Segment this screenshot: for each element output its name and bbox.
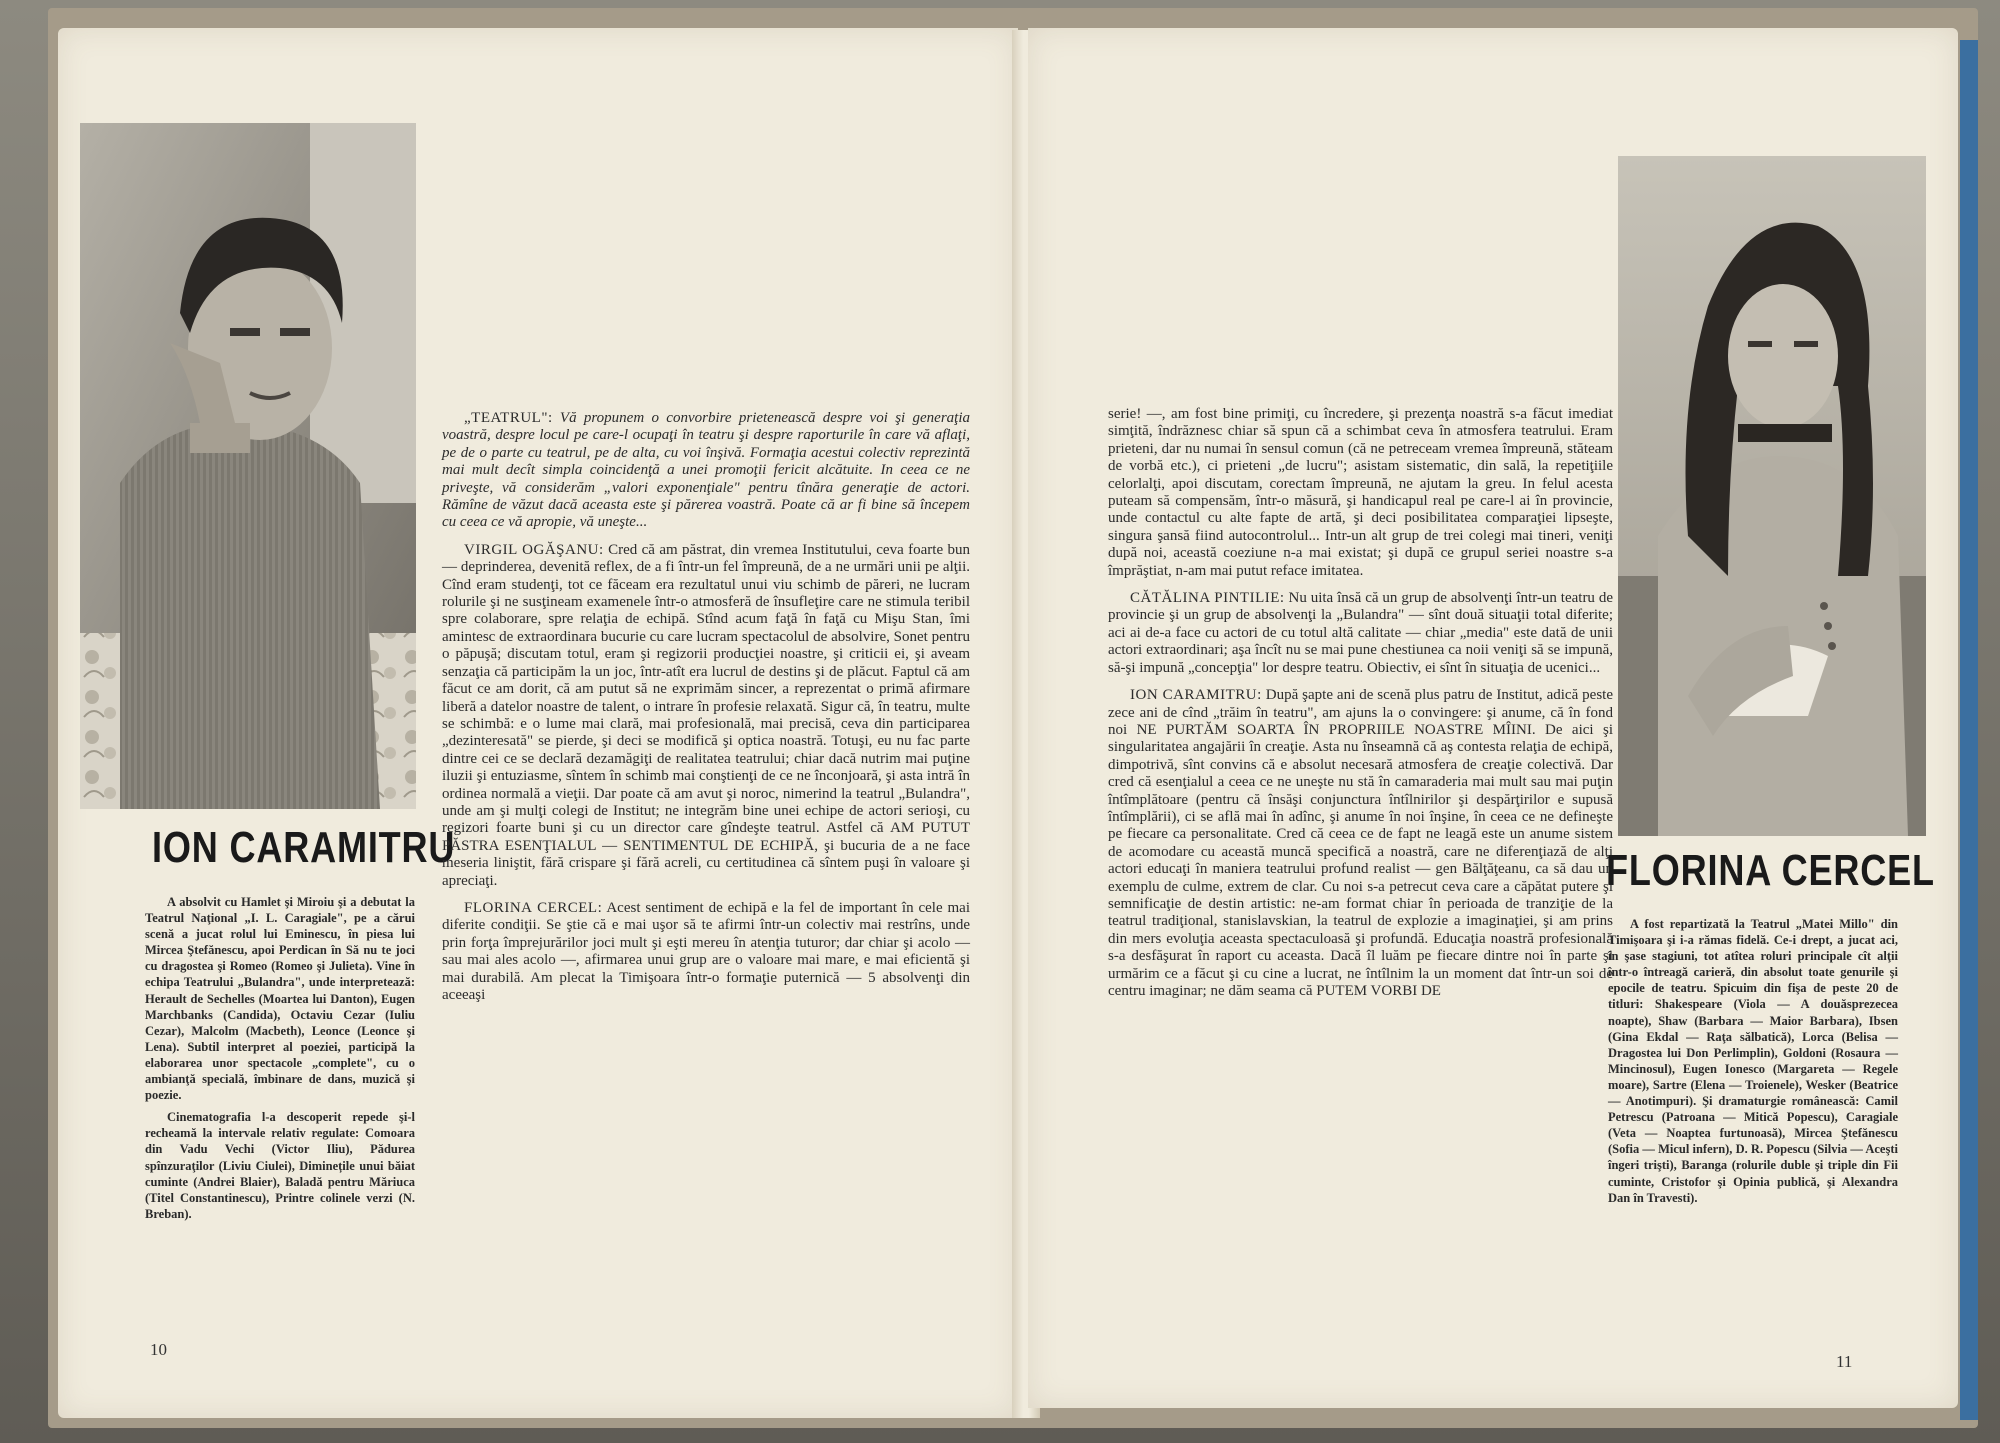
ion-caramitru-portrait bbox=[80, 123, 416, 809]
interview-paragraph bbox=[1108, 406, 1613, 580]
interview-column-right bbox=[1108, 406, 1613, 1010]
bio-paragraph: A fost repartizată la Teatrul „Matei Millo" din Timişoara şi i-a rămas fidelă. Ce-i drept, a jucat aci, în şase stagiuni, tot atîtea roluri principale cît alţii într-o întreagă carieră, din absolut toate genurile şi epocile de teatru. Spicuim din fişa de peste 20 de titluri: Shakespeare (Viola — A douăsprezecea noapte), Shaw (Barbara — Maior Barbara), Ibsen (Gina Ekdal — Raţa sălbatică), Lorca (Belisa — Dragostea lui Don Perlimplin), Goldoni (Rosaura — Mincinosul), Eugen Ionesco (Margareta — Regele moare), Sartre (Elena — Troienele), Wesker (Beatrice — Anotimpuri). Şi dramaturgie românească: Camil Petrescu (Patroana — Mitică Popescu), Caragiale (Veta — Noaptea furtunoasă), Mircea Ştefănescu (Sofia — Micul infern), D. R. Popescu (Silvia — Aceşti îngeri trişti), Baranga (rolurile duble şi triple din Fii cuminte, Cristofor şi Opinia publică, şi Alexandra Dan în Travesti). bbox=[1608, 917, 1898, 1205]
speaker-label: „TEATRUL": bbox=[464, 410, 553, 426]
portrait-name-cercel: FLORINA CERCEL bbox=[1606, 846, 1935, 895]
paragraph-text: Cred că am păstrat, din vremea Institutului, ceva foarte bun — deprinderea, devenită reflex, de a fi într-un fel împreună, de a ne urmări unii pe alţii. Cînd eram studenţi, tot ce făceam era rezultatul unui viu schimb de păreri, ne lucram rolurile şi ne susţineam examenele într-o atmosferă de însufleţire care ne stimula teribil spre colaborare, spre relaţia de echipă. Stînd acum faţă în faţă cu Mişu Stan, îmi amintesc de extraordinara bucurie cu care lucram spectacolul de absolvire, Sonet pentru o păpuşă; discutam totul, eram şi regizorii producţiei noastre, şi criticii ei, şi aveam senzaţia că participăm la un joc, într-atît era lucrul de destins şi de plăcut. Faptul că am făcut ce am dorit, că am putut să ne exprimăm sincer, a reprezentat o primă afirmare liberă a datelor noastre de talent, o intrare în profesie relaxată. Sigur că, în teatru, multe se schimbă: e o lume mai clară, mai profesională, mai precisă, ceva din participarea „dezinteresată" se pierde, şi deci se modifică şi optica noastră. Totuşi, eu nu fac parte dintre cei ce se declară dezamăgiţi de realitatea teatrului; chiar dacă nutrim mai puţine iluzii şi entuziasme, sîntem în schimb mai conştienţi de ce ne înconjoară, şi asta intră în ordinea normală a vieţii. Dar poate că am avut şi noroc, nimerind la teatrul „Bulandra", unde am şi mulţi colegi de Institut; ne integrăm bine unei echipe de actori serioşi, cu regizori foarte buni şi cu un director care gîndeşte teatrul. Astfel că AM PUTUT PĂSTRA ESENŢIALUL — SENTIMENTUL DE ECHIPĂ, şi bucuria de a ne face meseria liniştit, fără crispare şi fără acreli, cu certitudinea că sîntem puşi în valoare şi apreciaţi. bbox=[442, 541, 971, 889]
paragraph-text: serie! —, am fost bine primiţi, cu încredere, şi prezenţa noastră s-a făcut imediat simţită, îndrăznesc chiar să spun că a schimbat ceva în atmosfera teatrului. Eram prieteni, dar nu numai în sensul comun (că ne petreceam vremea împreună, stăteam de vorbă etc.), ci prieteni „de lucru"; asistam sistematic, din sală, la repetiţiile celorlalţi, apoi discutam, corectam împreună, ne ajutam la greu. In felul acesta puteam să compensăm, într-o măsură, şi handicapul real pe care-l ai în provincie, unde contactul cu alte fapte de artă, şi deci posibilitatea comparaţiei lipseşte, singura şansă fiind autocontrolul... Intr-un alt grup de trei colegi mai tineri, veniţi după noi, această coeziune n-a mai existat; şi după ce grupul seriei noastre s-a împrăştiat, n-am mai putut reface imitatea. bbox=[1108, 406, 1613, 579]
florina-cercel-portrait bbox=[1618, 156, 1926, 836]
interview-paragraph bbox=[442, 542, 970, 890]
page-number-left: 10 bbox=[150, 1340, 167, 1359]
interview-column-left bbox=[442, 410, 970, 1014]
interview-paragraph bbox=[442, 410, 970, 532]
bio-caramitru bbox=[145, 894, 415, 1228]
interview-paragraph bbox=[442, 900, 970, 1004]
bio-paragraph: A absolvit cu Hamlet şi Miroiu şi a debutat la Teatrul Naţional „I. L. Caragiale", pe a cărui scenă a jucat rolul lui Eminescu, în piesa lui Mircea Ştefănescu, apoi Perdican în Să nu te joci cu dragostea şi Romeo (Romeo şi Julieta). Vine în echipa Teatrului „Bulandra", unde interpretează: Herault de Sechelles (Moartea lui Danton), Eugen Marchbanks (Candida), Octaviu Cezar (Iuliu Cezar), Malcolm (Macbeth), Leonce (Leonce şi Lena). Subtil interpret al poeziei, participă la elaborarea unor spectacole „complete", cu o ambianţă specială, îmbinare de dans, muzică şi poezie. bbox=[145, 895, 415, 1103]
right-page bbox=[1028, 28, 1958, 1408]
interview-paragraph bbox=[1108, 590, 1613, 677]
paragraph-text: Nu uita însă că un grup de absolvenţi într-un teatru de provincie şi un grup de absolvenţi la „Bulandra" — sînt două situaţii total diferite; aci ai de-a face cu actori de cu totul altă calitate — chiar „media" este dată de unii actori extraordinari; aşa încît nu se mai pune chestiunea ca noii veniţi să se impună, să-şi impună „concepţia" lor despre teatru. Obiectiv, ei sînt în situaţia de ucenici... bbox=[1108, 590, 1613, 676]
page-number-right: 11 bbox=[1836, 1352, 1853, 1371]
paragraph-text: Vă propunem o convorbire prietenească despre voi şi generaţia voastră, despre locul pe care-l ocupaţi în teatru şi despre raporturile în care vă aflaţi, pe de o parte cu teatrul, pe de alta, cu voi înşivă. Formaţia acestui colectiv reprezintă mai mult decît simpla coincidenţă a unei promoţii fericit alcătuite. In ceea ce ne priveşte, vă considerăm „valori exponenţiale" pentru tînăra generaţie de actori. Rămîne de văzut dacă aceasta este şi părerea voastră. Poate că ar fi bine să începem cu ceea ce vă apropie, vă uneşte... bbox=[442, 410, 970, 531]
paragraph-text: Acest sentiment de echipă e la fel de important în cele mai diferite condiţii. Se ştie că e mai uşor să te afirmi într-un colectiv mai restrîns, unde prin forţa împrejurărilor joci mult şi eşti mereu în atenţia tuturor; dar chiar şi acolo — sau mai ales acolo —, afirmarea unui grup are o valoare mai mare, e mai eficientă şi mai durabilă. Am plecat la Timişoara într-o formaţie puternică — 5 absolvenţi din aceeaşi bbox=[442, 899, 970, 1003]
paragraph-text: După şapte ani de scenă plus patru de Institut, adică peste zece ani de cînd „trăim în teatru", am ajuns la o convingere: şi anume, că în fond noi NE PURTĂM SOARTA ÎN PROPRIILE NOASTRE MÎINI. De aici şi singularitatea angajării în creaţie. Asta nu înseamnă că aş contesta relaţia de echipă, dimpotrivă, sînt convins că e absolut necesară atmosfera de creaţie colectivă. Dar cred că esenţialul a ceea ce ne uneşte nu stă în camaraderia mai mult sau mai puţin întîmplătoare (pentru că însăşi conjunctura întîlnirilor şi despărţirilor e supusă întîmplării), ci se află mai în adînc, şi anume în noi înşine, în ceea ce ne defineşte pe fiecare ca personalitate. Cred că ceea ce de fapt ne leagă este un anume sistem de acomodare cu această muncă specifică a noastră, care ne diferenţiază de alţi actori educaţi în maniera teatrului profund realist — gen Bălţăţeanu, ca să dau un exemplu de culme, extrem de clar. Cu noi s-a petrecut ceva care a căpătat putere şi semnificaţie de destin artistic: ne-am format chiar în perioada de tranziţie de la teatrul tradiţional, stanislavskian, la teatrul de explozie a imaginaţiei, şi am prins din mers evoluţia aceasta spectaculoasă şi profundă. Educaţia noastră profesională s-a desfăşurat în raport cu aceasta. Dacă îl luăm pe fiecare dintre noi în parte şi urmărim ce a făcut şi cu cine a lucrat, ne întîlnim la un moment dat într-un soi de centru imaginar; ne dăm seama că PUTEM VORBI DE bbox=[1108, 687, 1613, 999]
portrait-name-caramitru: ION CARAMITRU bbox=[152, 823, 456, 872]
speaker-label: FLORINA CERCEL: bbox=[464, 899, 603, 916]
speaker-label: ION CARAMITRU: bbox=[1130, 687, 1262, 704]
interview-paragraph bbox=[1108, 687, 1613, 1000]
speaker-label: VIRGIL OGĂŞANU: bbox=[464, 541, 604, 558]
speaker-label: CĂTĂLINA PINTILIE: bbox=[1130, 590, 1285, 607]
bio-paragraph: Cinematografia l-a descoperit repede şi-l recheamă la intervale relativ regulate: Comoara din Vadu Vechi (Victor Iliu), Pădurea spînzuraţilor (Liviu Ciulei), Diminețile unui băiat cuminte (Andrei Blaier), Baladă pentru Măriuca (Titel Constantinescu), Printre colinele verzi (N. Breban). bbox=[145, 1110, 415, 1221]
cover-edge-blue bbox=[1960, 40, 1978, 1420]
left-page bbox=[58, 28, 1018, 1418]
bio-cercel bbox=[1608, 916, 1898, 1212]
